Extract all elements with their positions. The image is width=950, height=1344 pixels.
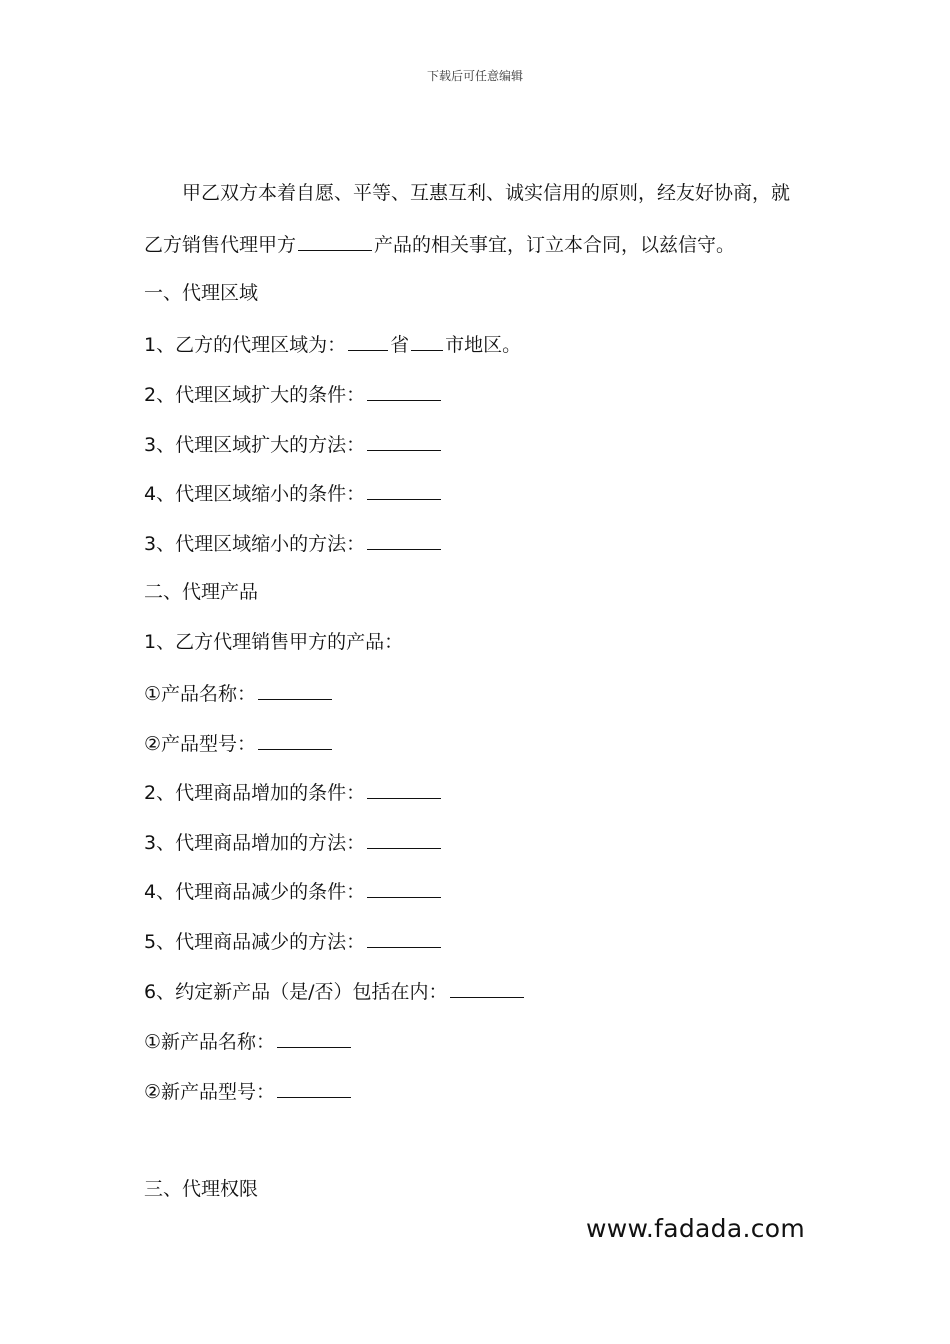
item-label: 3、代理区域缩小的方法： bbox=[144, 533, 366, 555]
section-1-item-2 bbox=[144, 380, 443, 408]
item-label: 3、代理区域扩大的方法： bbox=[144, 434, 366, 456]
section-2-item-1: 1、乙方代理销售甲方的产品： bbox=[144, 631, 404, 653]
item-label: 6、约定新产品（是/否）包括在内： bbox=[144, 981, 448, 1003]
item-label: 5、代理商品减少的方法： bbox=[144, 931, 366, 953]
section-2-sub-4 bbox=[144, 1077, 353, 1105]
section-1-item-3 bbox=[144, 430, 443, 458]
fill-blank[interactable] bbox=[367, 529, 441, 550]
item-label: ②产品型号： bbox=[144, 733, 257, 755]
section-1-item-4 bbox=[144, 479, 443, 507]
section-2-item-3 bbox=[144, 828, 443, 856]
section-2-item-5 bbox=[144, 927, 443, 955]
header-note: 下载后可任意编辑 bbox=[426, 69, 523, 83]
intro-text-1: 甲乙双方本着自愿、平等、互惠互利、诚实信用的原则，经友好协商，就 bbox=[182, 182, 791, 204]
item-label: 1、乙方的代理区域为： bbox=[144, 334, 347, 356]
item-label: 4、代理商品减少的条件： bbox=[144, 881, 366, 903]
item-label: 4、代理区域缩小的条件： bbox=[144, 483, 366, 505]
fill-blank[interactable] bbox=[367, 479, 441, 500]
section-2-item-6 bbox=[144, 977, 526, 1005]
section-1-item-5 bbox=[144, 529, 443, 557]
fill-blank[interactable] bbox=[258, 729, 332, 750]
item-label: 2、代理商品增加的条件： bbox=[144, 782, 366, 804]
section-2-sub-3 bbox=[144, 1027, 353, 1055]
intro-text-2b: 产品的相关事宜，订立本合同，以兹信守。 bbox=[374, 234, 736, 256]
item-label: 3、代理商品增加的方法： bbox=[144, 832, 366, 854]
section-2-item-2 bbox=[144, 778, 443, 806]
fill-blank[interactable] bbox=[277, 1077, 351, 1098]
fill-blank[interactable] bbox=[367, 430, 441, 451]
product-blank[interactable] bbox=[298, 230, 372, 251]
item-label: 2、代理区域扩大的条件： bbox=[144, 384, 366, 406]
province-blank[interactable] bbox=[348, 330, 388, 351]
section-3-title: 三、代理权限 bbox=[144, 1178, 259, 1200]
fill-blank[interactable] bbox=[367, 828, 441, 849]
item-label: 省 bbox=[390, 334, 410, 356]
fill-blank[interactable] bbox=[367, 877, 441, 898]
section-2-sub-1 bbox=[144, 679, 334, 707]
intro-text-2a: 乙方销售代理甲方 bbox=[144, 234, 297, 256]
fill-blank[interactable] bbox=[367, 927, 441, 948]
section-2-item-4 bbox=[144, 877, 443, 905]
item-label: ①产品名称： bbox=[144, 683, 257, 705]
item-label: ②新产品型号： bbox=[144, 1081, 276, 1103]
fill-blank[interactable] bbox=[367, 380, 441, 401]
section-1-item-1 bbox=[144, 330, 521, 358]
footer-brand: www.fadada.com bbox=[585, 1214, 805, 1243]
fill-blank[interactable] bbox=[258, 679, 332, 700]
intro-line-1 bbox=[182, 180, 790, 206]
section-2-title: 二、代理产品 bbox=[144, 581, 259, 603]
section-1-title: 一、代理区域 bbox=[144, 282, 259, 304]
item-label: 市地区。 bbox=[445, 334, 522, 356]
fill-blank[interactable] bbox=[277, 1027, 351, 1048]
fill-blank[interactable] bbox=[367, 778, 441, 799]
fill-blank[interactable] bbox=[450, 977, 524, 998]
section-2-sub-2 bbox=[144, 729, 334, 757]
item-label: ①新产品名称： bbox=[144, 1031, 276, 1053]
intro-line-2 bbox=[144, 230, 735, 258]
city-blank[interactable] bbox=[411, 330, 443, 351]
